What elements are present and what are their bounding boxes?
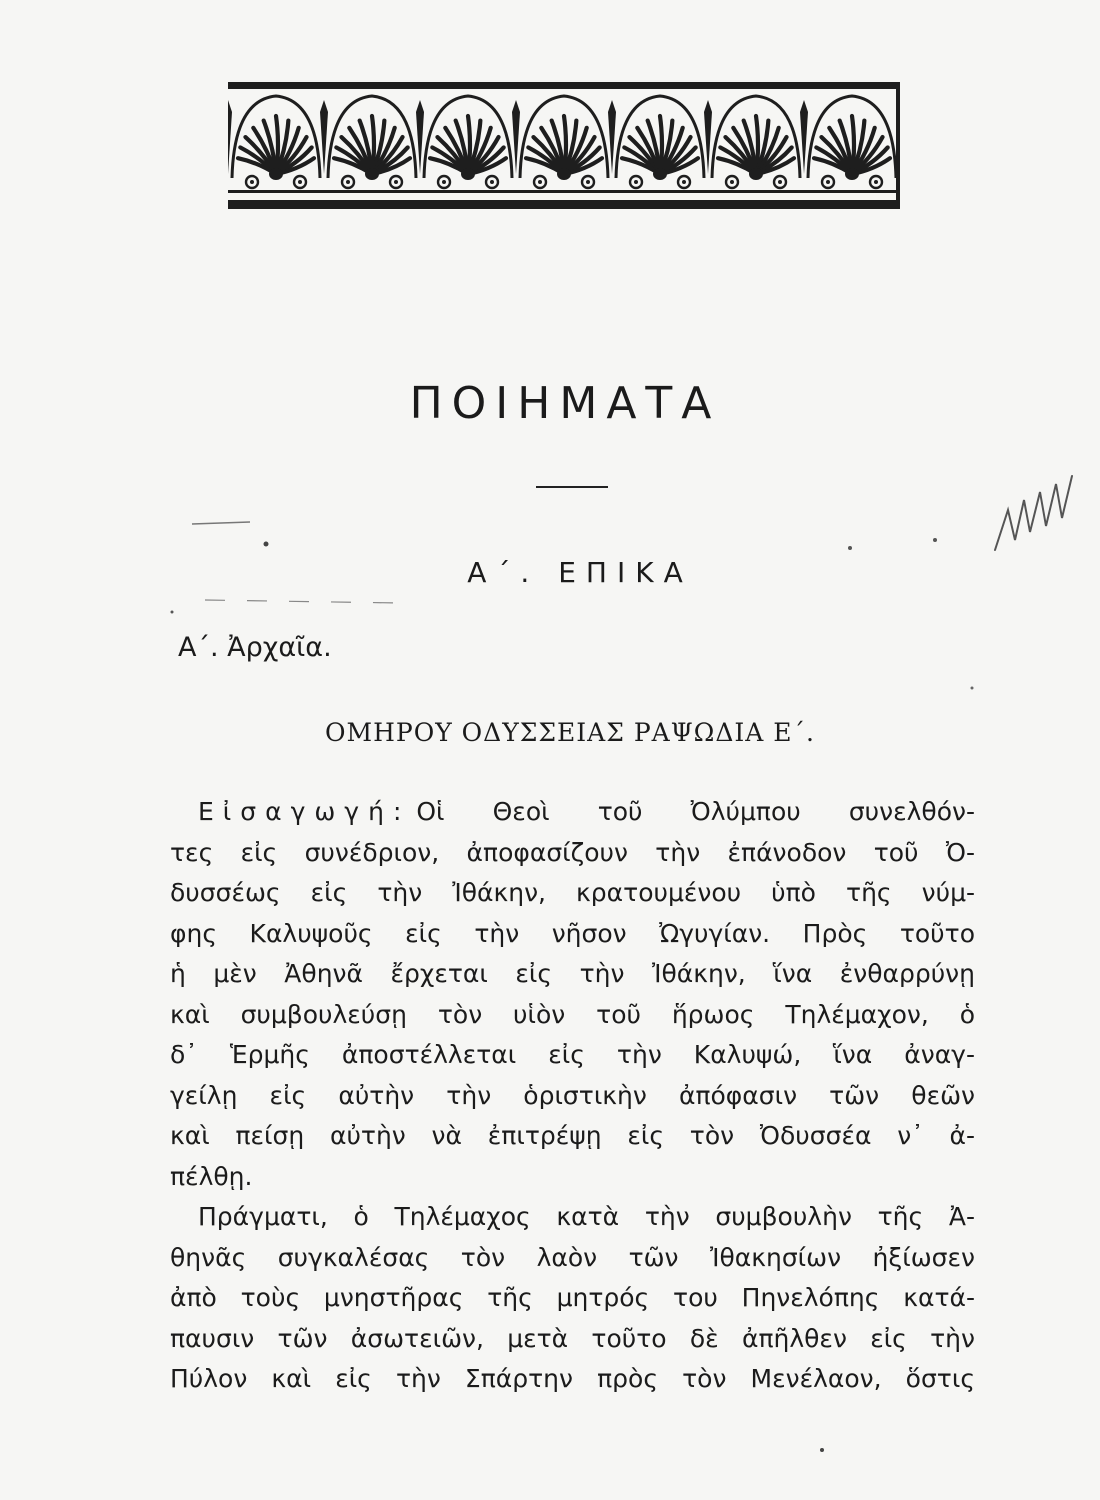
palmette-core: [845, 168, 859, 180]
ornament-bottom-band: [228, 200, 900, 209]
lily-spike: [608, 100, 616, 174]
lily-spike: [416, 100, 424, 174]
ornament-lower-rule: [228, 190, 900, 193]
palmette-core: [269, 168, 283, 180]
scroll-spiral-eye: [730, 180, 734, 184]
scroll-spiral-eye: [634, 180, 638, 184]
text-line: Πράγματι, ὁ Τηλέμαχος κατὰ τὴν συμβουλὴν τῆς Ἀ-: [198, 1202, 975, 1231]
work-title: ΟΜΗΡΟΥ ΟΔΥΣΣΕΙΑΣ ΡΑΨΩΔΙΑ Ε΄.: [324, 718, 816, 747]
body-text: [170, 792, 975, 1400]
palmette-core: [365, 168, 379, 180]
scroll-spiral-eye: [586, 180, 590, 184]
text-line: καὶ πείσῃ αὐτὴν νὰ ἐπιτρέψῃ εἰς τὸν Ὀδυσσέα ν᾽ ἀ-: [170, 1121, 975, 1150]
palmette-core: [461, 168, 475, 180]
section-heading: Α΄. ΕΠΙΚΑ: [467, 556, 693, 589]
scroll-spiral-eye: [778, 180, 782, 184]
scroll-spiral-eye: [538, 180, 542, 184]
scroll-spiral-eye: [874, 180, 878, 184]
text-line: δυσσέως εἰς τὴν Ἰθάκην, κρατουμένου ὑπὸ τῆς νύμ-: [170, 878, 975, 907]
scroll-spiral-eye: [826, 180, 830, 184]
ornament-top-band: [228, 82, 900, 89]
text-line: Εἰσαγωγή: Οἱ Θεοὶ τοῦ Ὀλύμπου συνελθόν-: [198, 797, 975, 826]
lily-spike: [704, 100, 712, 174]
scroll-spiral-eye: [298, 180, 302, 184]
text-line: ἀπὸ τοὺς μνηστῆρας τῆς μητρός του Πηνελόπης κατά-: [170, 1283, 975, 1312]
text-line: ἡ μὲν Ἀθηνᾶ ἔρχεται εἰς τὴν Ἰθάκην, ἵνα ἐνθαρρύνῃ: [170, 959, 975, 988]
text-line: δ᾽ Ἑρμῆς ἀποστέλλεται εἰς τὴν Καλυψώ, ἵνα ἀναγ-: [170, 1040, 975, 1069]
introduction-label: Εἰσαγωγή:: [198, 797, 411, 826]
scroll-spiral-eye: [490, 180, 494, 184]
lily-spike: [512, 100, 520, 174]
subsection-heading: Α΄. Ἀρχαῖα.: [178, 632, 332, 663]
palmette-core: [749, 168, 763, 180]
scroll-spiral-eye: [394, 180, 398, 184]
scroll-spiral-eye: [250, 180, 254, 184]
text-line: θηνᾶς συγκαλέσας τὸν λαὸν τῶν Ἰθακησίων ἠξίωσεν: [170, 1242, 975, 1272]
title-divider: [536, 486, 608, 488]
scroll-spiral-eye: [346, 180, 350, 184]
text-line: καὶ συμβουλεύσῃ τὸν υἱὸν τοῦ ἥρωος Τηλέμαχον, ὁ: [170, 999, 975, 1029]
text-line: γείλῃ εἰς αὐτὴν τὴν ὁριστικὴν ἀπόφασιν τῶν θεῶν: [170, 1080, 975, 1110]
lily-spike: [320, 100, 328, 174]
palmette-frieze-ornament: [228, 82, 900, 214]
scroll-spiral-eye: [442, 180, 446, 184]
palmette-core: [557, 168, 571, 180]
palmette-core: [653, 168, 667, 180]
lily-spike: [800, 100, 808, 174]
page-title: ΠΟΙΗΜΑΤΑ: [409, 378, 721, 429]
text-line: παυσιν τῶν ἀσωτειῶν, μετὰ τοῦτο δὲ ἀπῆλθεν εἰς τὴν: [170, 1323, 975, 1353]
handwritten-margin-mark: [990, 470, 1080, 570]
text-line: Πύλον καὶ εἰς τὴν Σπάρτην πρὸς τὸν Μενέλαον, ὅστις: [170, 1364, 975, 1393]
scroll-spiral-eye: [682, 180, 686, 184]
ornament-right-edge: [896, 82, 900, 209]
text-line: φης Καλυψοῦς εἰς τὴν νῆσον Ὠγυγίαν. Πρὸς τοῦτο: [170, 918, 975, 948]
text-line: πέλθῃ.: [170, 1161, 253, 1191]
text-line: τες εἰς συνέδριον, ἀποφασίζουν τὴν ἐπάνοδον τοῦ Ὀ-: [170, 837, 975, 867]
